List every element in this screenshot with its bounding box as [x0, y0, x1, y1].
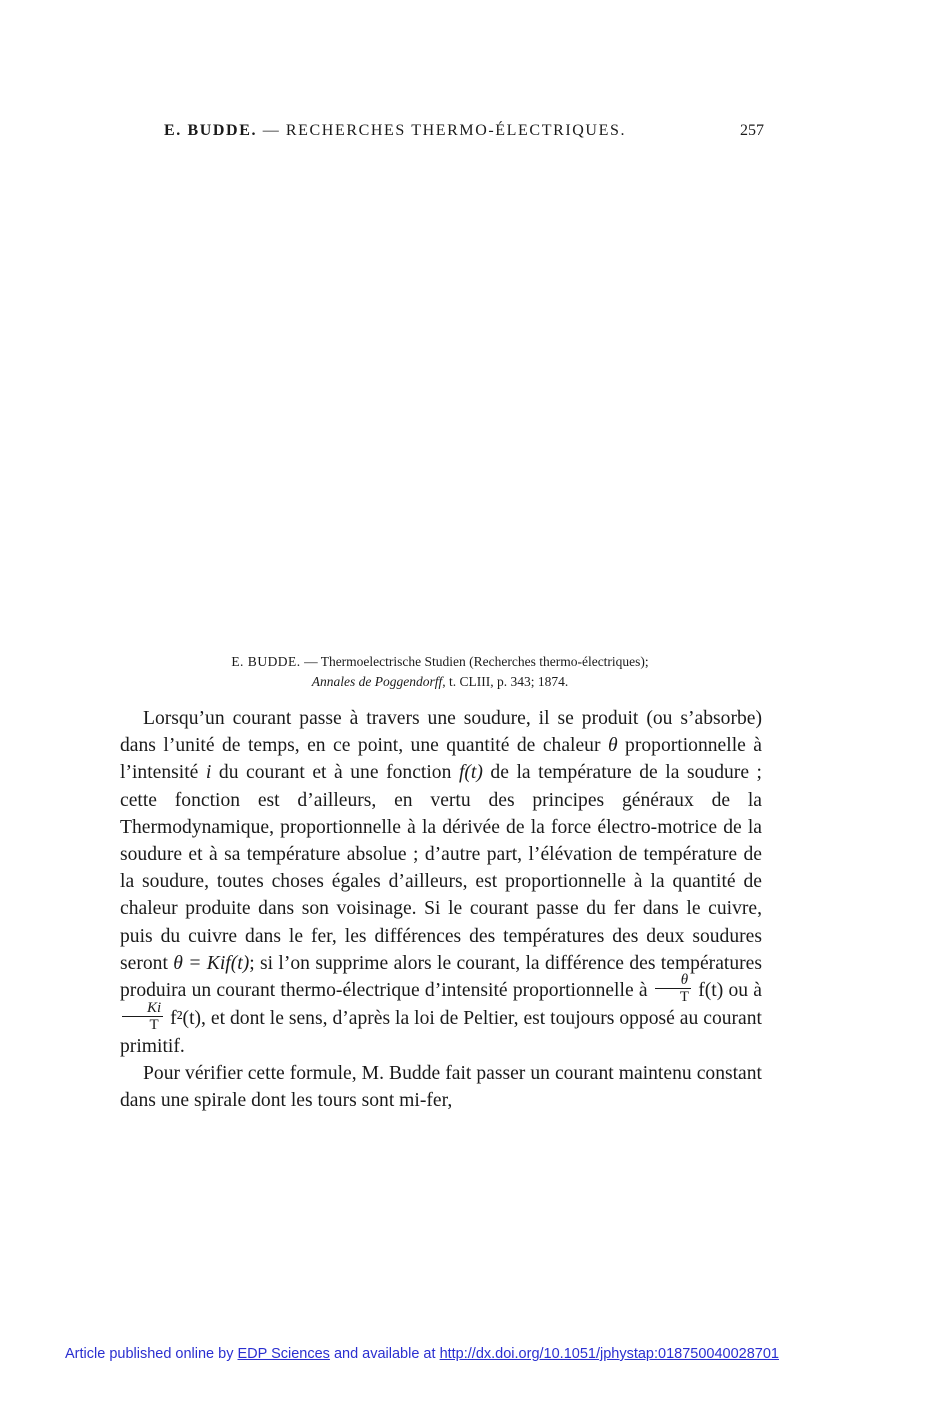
paragraph-2: Pour vérifier cette formule, M. Budde fait passer un courant maintenu constant dans une spirale dont les tours sont mi-fer,: [120, 1063, 762, 1112]
reference-line-2: [118, 672, 762, 692]
running-header: [164, 122, 764, 140]
text-run: de la température de la soudure ; cette fonction est d’ailleurs, en vertu des principes généraux de la Thermodynamique, proportionnelle à la dérivée de la force électro-motrice de la soudure et à sa température absolue ; d’autre part, l’élévation de température de la soudure, toutes choses égales d’ailleurs, est proportionnelle à la quantité de chaleur produite dans son voisinage. Si le courant passe du fer dans le cuivre, puis du cuivre dans le fer, les différences des températures des deux soudures seront: [120, 762, 763, 974]
reference-line-1: [118, 652, 762, 672]
math-equation: θ = Kif(t): [173, 952, 250, 974]
fraction-denominator: T: [679, 989, 689, 1006]
page-number: 257: [740, 122, 764, 139]
text-run: du courant et à une fonction: [211, 762, 459, 784]
math-theta: θ: [607, 735, 618, 757]
text-run: proportionnelle à l’intensité: [120, 735, 762, 784]
fraction-ki-over-t: [122, 1000, 163, 1033]
reference-journal: Annales de Poggendorff: [311, 674, 443, 689]
reference-title: — Thermoelectrische Studien (Recherches thermo-électriques);: [300, 654, 649, 669]
publication-footer: [65, 1346, 779, 1362]
fraction-numerator: Ki: [122, 1000, 163, 1017]
text-run: f(t) ou à: [692, 980, 762, 1002]
reference-author: E. BUDDE.: [231, 654, 301, 669]
header-title: — RECHERCHES THERMO-ÉLECTRIQUES.: [257, 122, 627, 139]
article-body: [120, 705, 762, 1115]
text-run: f²(t), et dont le sens, d’après la loi de Peltier, est toujours opposé au courant primitif.: [120, 1008, 762, 1058]
footer-middle: and available at: [329, 1346, 440, 1362]
footer-prefix: Article published online by: [65, 1346, 238, 1362]
paragraph-1: [120, 705, 762, 1060]
math-function: f(t): [458, 762, 483, 784]
text-run: ; si l’on supprime alors le courant, la différence des températures produira un courant thermo-électrique d’intensité proportionnelle à: [120, 952, 762, 1002]
publisher-link[interactable]: EDP Sciences: [237, 1346, 330, 1362]
fraction-numerator: θ: [655, 972, 691, 989]
doi-link[interactable]: http://dx.doi.org/10.1051/jphystap:018750040028701: [439, 1346, 779, 1362]
text-run: Lorsqu’un courant passe à travers une soudure, il se produit (ou s’absorbe) dans l’unité de temps, en ce point, une quantité de chaleur: [120, 708, 762, 757]
math-i: i: [205, 762, 212, 784]
fraction-theta-over-t: [655, 972, 691, 1005]
reference-details: , t. CLIII, p. 343; 1874.: [442, 674, 569, 689]
fraction-denominator: T: [149, 1017, 159, 1034]
header-author: E. BUDDE.: [164, 122, 258, 139]
bibliographic-reference: [118, 652, 762, 692]
